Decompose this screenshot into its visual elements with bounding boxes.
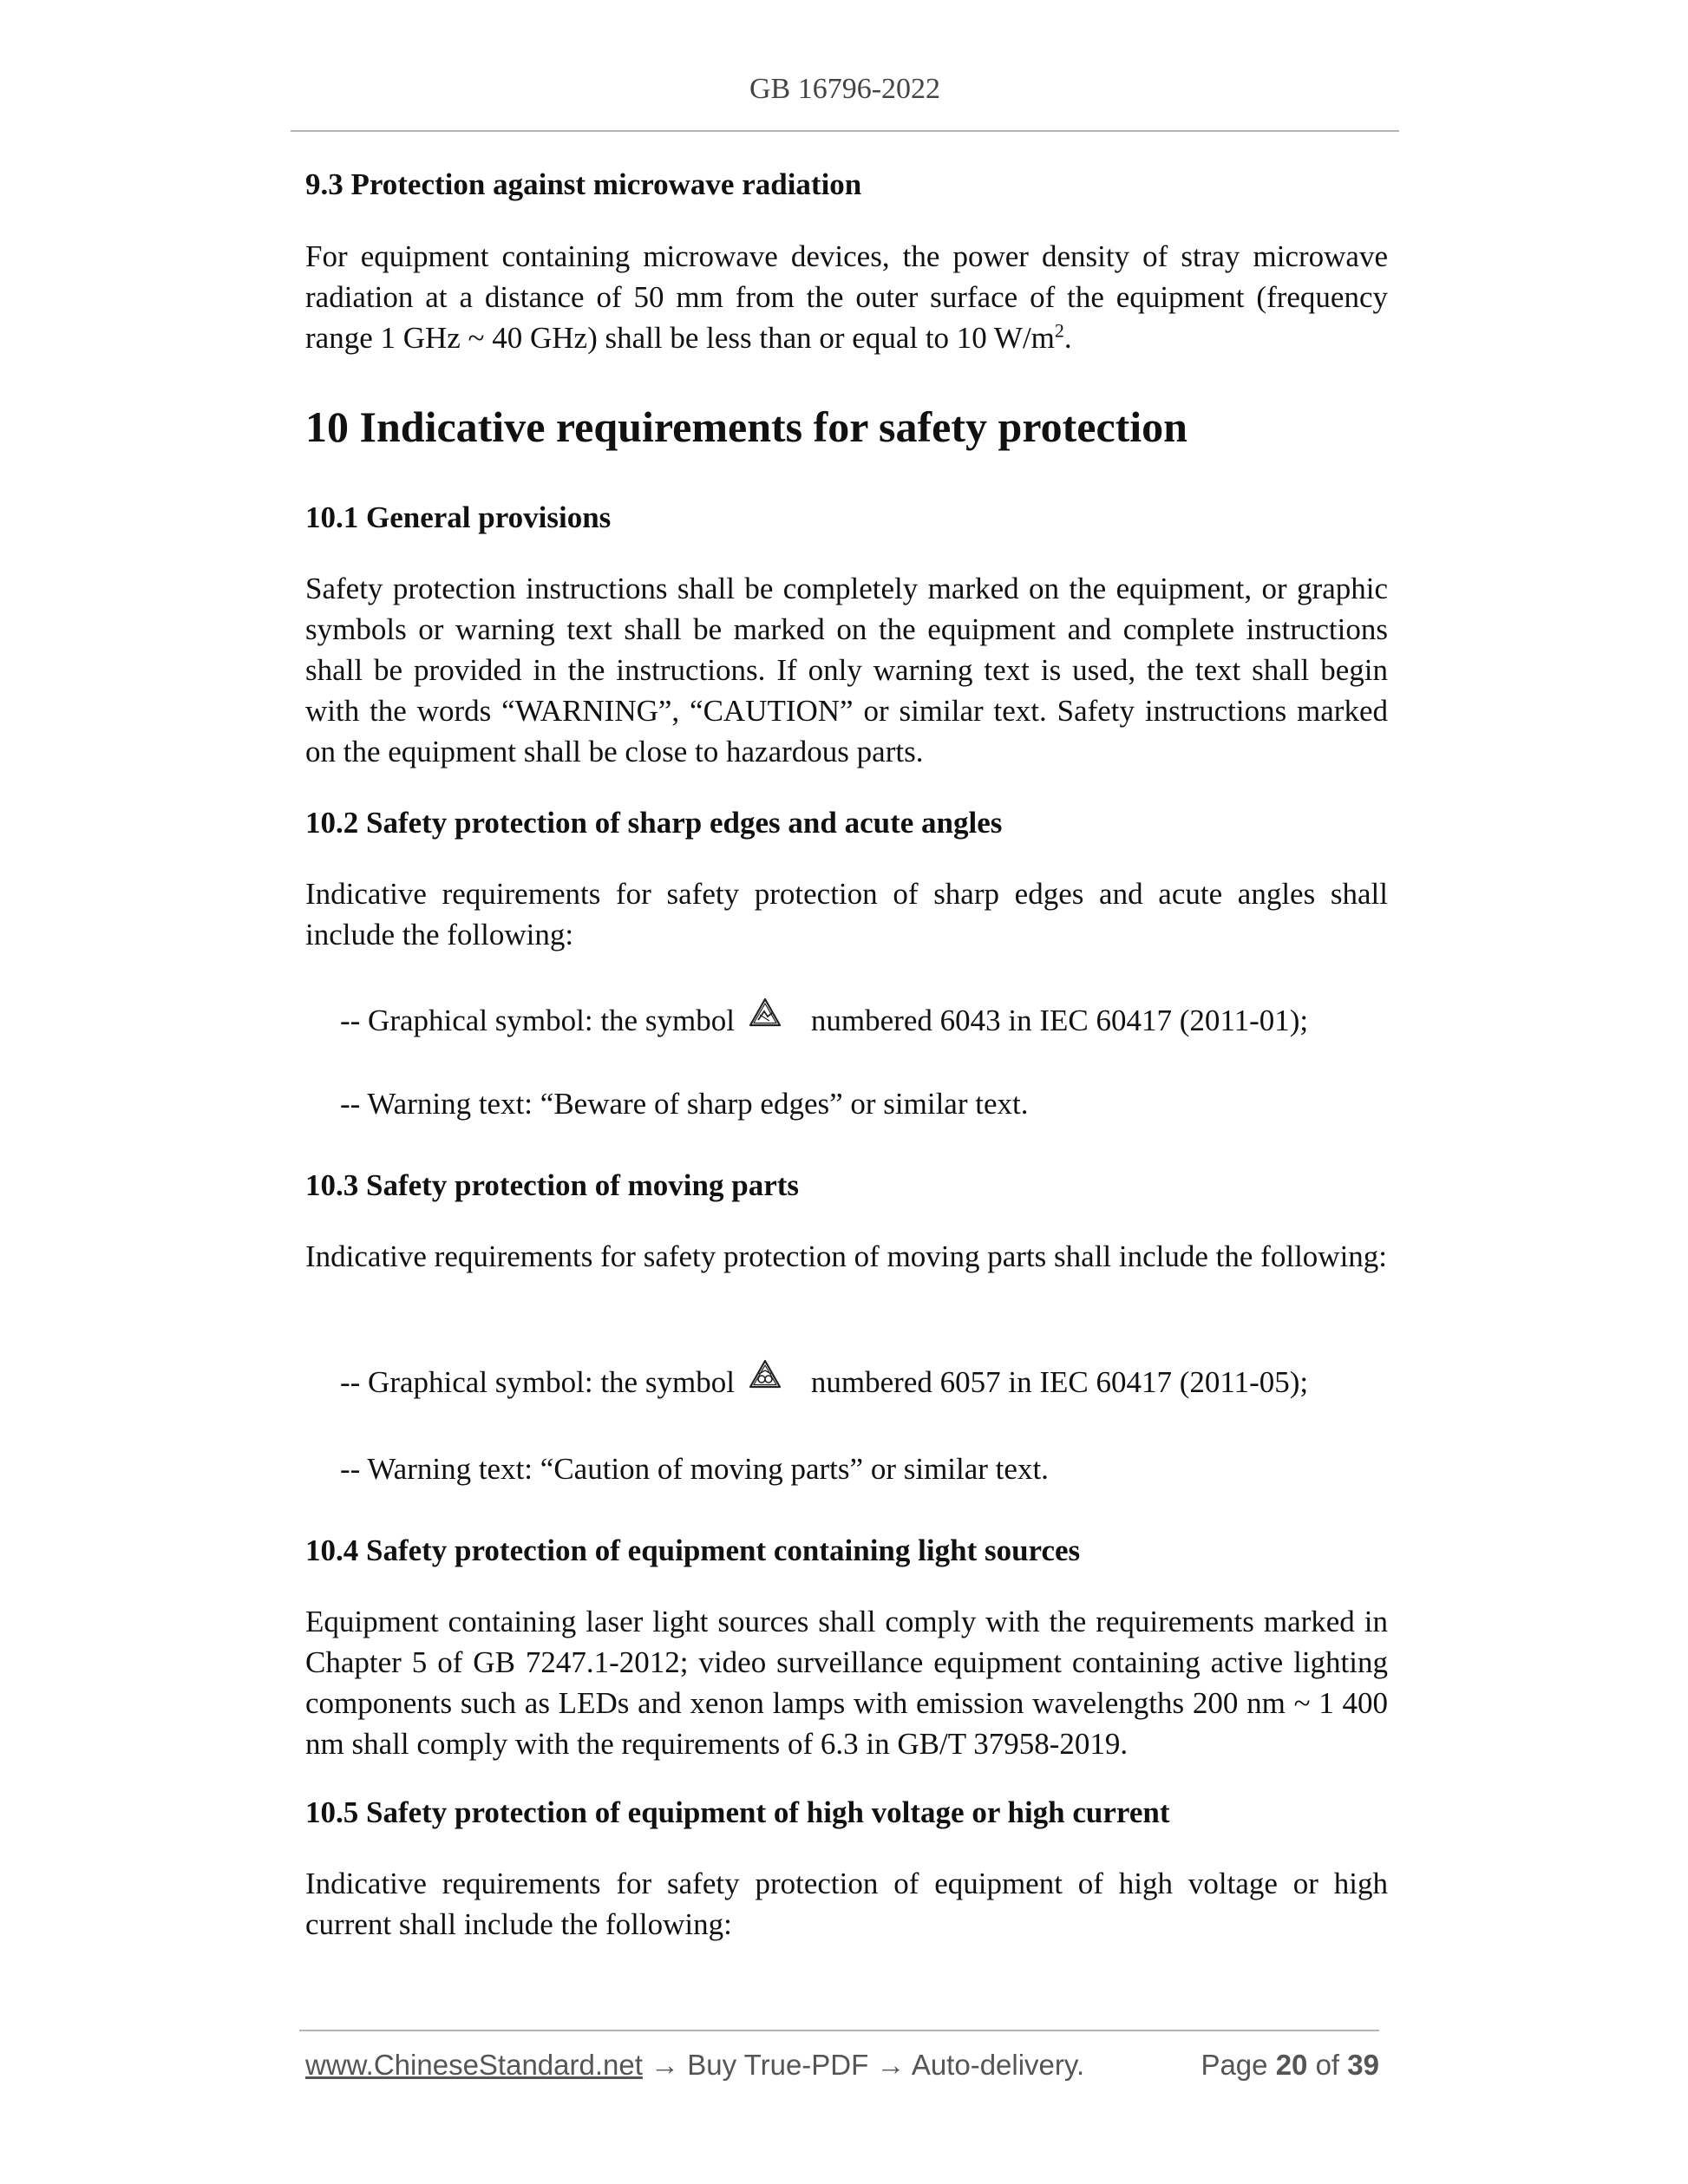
header-divider	[291, 130, 1399, 132]
list-item-text: -- Graphical symbol: the symbol	[340, 1365, 735, 1399]
paragraph-10-2: Indicative requirements for safety protection of sharp edges and acute angles shall include the following:	[305, 877, 1388, 951]
list-item-warning-moving-parts: -- Warning text: “Caution of moving parts” or similar text.	[340, 1452, 1049, 1486]
heading-10-5: 10.5 Safety protection of equipment of high voltage or high current	[305, 1795, 1170, 1829]
of-label: of	[1315, 2049, 1340, 2081]
footer-promo	[305, 2049, 1084, 2082]
superscript-exponent: 2	[1054, 319, 1064, 342]
page-indicator	[1201, 2049, 1379, 2082]
list-item-text: numbered 6043 in IEC 60417 (2011-01);	[810, 1004, 1309, 1037]
heading-9-3: 9.3 Protection against microwave radiation	[305, 167, 862, 201]
heading-10-2: 10.2 Safety protection of sharp edges and acute angles	[305, 806, 1003, 840]
list-item-warning-sharp-edges: -- Warning text: “Beware of sharp edges” or similar text.	[340, 1087, 1029, 1121]
heading-10: 10 Indicative requirements for safety protection	[305, 402, 1187, 451]
footer-divider	[299, 2030, 1379, 2031]
heading-10-3: 10.3 Safety protection of moving parts	[305, 1168, 800, 1202]
footer-promo-text: → Buy True-PDF → Auto-delivery.	[642, 2049, 1085, 2081]
list-item-symbol-6057	[340, 1359, 1308, 1403]
site-link[interactable]: www.ChineseStandard.net	[305, 2049, 643, 2081]
total-pages: 39	[1347, 2049, 1379, 2081]
paragraph-9-3-end: .	[1063, 321, 1072, 355]
page-number: 20	[1275, 2049, 1308, 2081]
paragraph-10-3: Indicative requirements for safety protection of moving parts shall include the following:	[305, 1239, 1388, 1273]
paragraph-10-5: Indicative requirements for safety protection of equipment of high voltage or high current shall include the following:	[305, 1867, 1388, 1941]
running-header: GB 16796-2022	[749, 73, 941, 105]
heading-10-1: 10.1 General provisions	[305, 500, 612, 534]
paragraph-9-3-text: For equipment containing microwave devices, the power density of stray microwave radiation at a distance of 50 mm from the outer surface of the equipment (frequency range 1 GHz ~ 40 GHz) shall be less than or equal to 10 W/m	[305, 239, 1388, 355]
paragraph-10-1: Safety protection instructions shall be completely marked on the equipment, or graphic symbols or warning text shall be marked on the equipment and complete instructions shall be provided in the instructions. If only warning text is used, the text shall begin with the words “WARNING”, “CAUTION” or similar text. Safety instructions marked on the equipment shall be close to hazardous parts.	[305, 572, 1388, 768]
page-label: Page	[1201, 2049, 1268, 2081]
sharp-edge-warning-icon	[749, 997, 782, 1027]
list-item-text: numbered 6057 in IEC 60417 (2011-05);	[810, 1365, 1309, 1399]
moving-parts-warning-icon	[749, 1359, 782, 1389]
heading-10-4: 10.4 Safety protection of equipment containing light sources	[305, 1533, 1081, 1567]
list-item-symbol-6043	[340, 997, 1308, 1041]
page-footer	[305, 2049, 1379, 2087]
paragraph-10-4: Equipment containing laser light sources shall comply with the requirements marked in Chapter 5 of GB 7247.1-2012; video surveillance equipment containing active lighting components such as LEDs and xenon lamps with emission wavelengths 200 nm ~ 1 400 nm shall comply with the requirements of 6.3 in GB/T 37958-2019.	[305, 1605, 1388, 1761]
paragraph-9-3	[305, 236, 1388, 358]
list-item-text: -- Graphical symbol: the symbol	[340, 1004, 735, 1037]
